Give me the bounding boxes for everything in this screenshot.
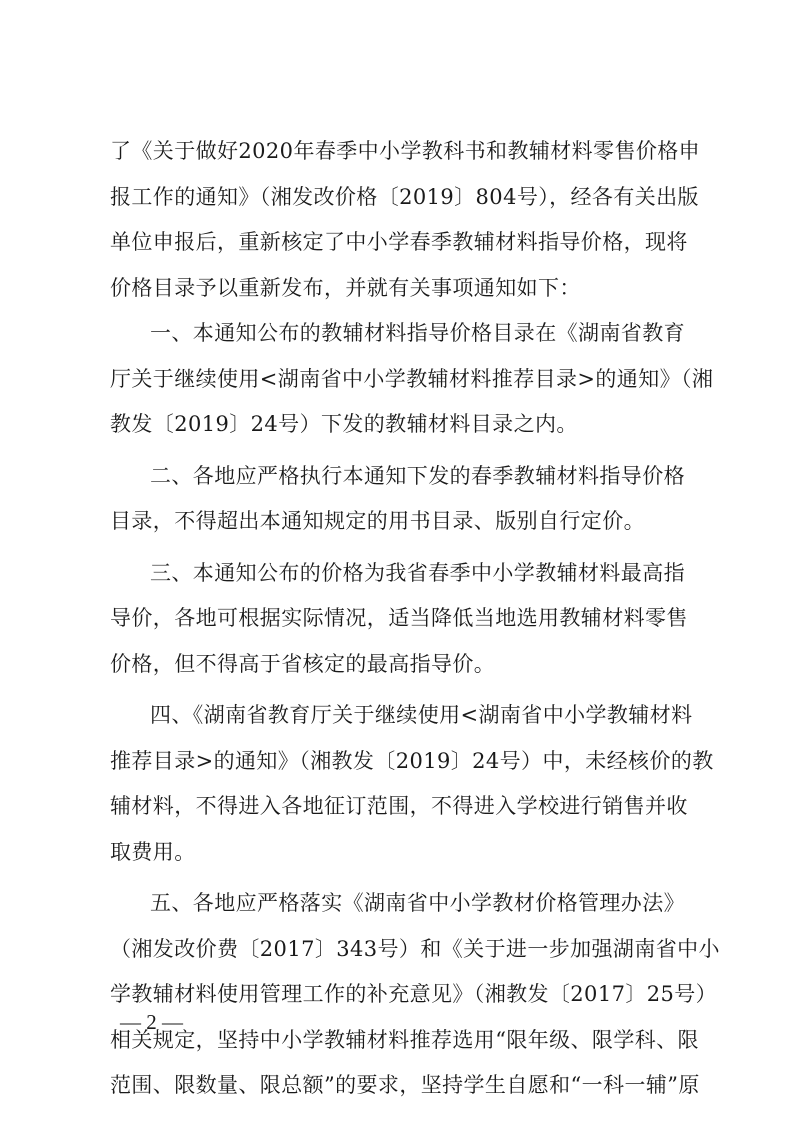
paragraph (110, 551, 700, 688)
text-line: 价格，但不得高于省核定的最高指导价。 (110, 651, 496, 676)
text-line: 取费用。 (110, 839, 196, 864)
paragraph (110, 129, 700, 311)
text-line: 一、本通知公布的教辅材料指导价格目录在《湖南省教育 (150, 321, 685, 345)
text-line: 三、本通知公布的价格为我省春季中小学教辅材料最高指 (150, 560, 685, 585)
paragraph (110, 311, 714, 448)
text-line: 导价，各地可根据实际情况，适当降低当地选用教辅材料零售 (110, 606, 688, 630)
text-line: （湘发改价费〔2017〕343号）和《关于进一步加强湖南省中小 (110, 936, 720, 961)
page-number: — 2 — (120, 1010, 183, 1034)
text-line: 推荐目录>的通知》（湘教发〔2019〕24号）中，未经核价的教 (110, 748, 714, 773)
text-line: 五、各地应严格落实《湖南省中小学教材价格管理办法》 (150, 891, 685, 915)
paragraph (110, 693, 714, 875)
text-line: 辅材料，不得进入各地征订范围，不得进入学校进行销售并收 (110, 794, 688, 818)
text-line: 了《关于做好2020年春季中小学教科书和教辅材料零售价格申 (110, 139, 701, 163)
paragraph (110, 454, 700, 545)
text-line: 报工作的通知》（湘发改价格〔2019〕804号），经各有关出版 (110, 184, 699, 209)
text-line: 学教辅材料使用管理工作的补充意见》（湘教发〔2017〕25号） (110, 982, 718, 1006)
text-line: 厅关于继续使用<湖南省中小学教辅材料推荐目录>的通知》（湘 (110, 366, 714, 391)
text-line: 单位申报后，重新核定了中小学春季教辅材料指导价格，现将 (110, 230, 688, 254)
text-line: 相关规定，坚持中小学教辅材料推荐选用“限年级、限学科、限 (110, 1027, 699, 1052)
document-body (110, 129, 720, 1109)
text-line: 目录，不得超出本通知规定的用书目录、版别自行定价。 (110, 509, 645, 533)
text-line: 二、各地应严格执行本通知下发的春季教辅材料指导价格 (150, 463, 685, 488)
text-line: 范围、限数量、限总额”的要求，坚持学生自愿和“一科一辅”原 (110, 1073, 700, 1097)
text-line: 四、《湖南省教育厅关于继续使用<湖南省中小学教辅材料 (150, 703, 693, 727)
text-line: 教发〔2019〕24号）下发的教辅材料目录之内。 (110, 412, 578, 436)
paragraph (110, 881, 720, 1109)
text-line: 价格目录予以重新发布，并就有关事项通知如下： (110, 275, 581, 300)
